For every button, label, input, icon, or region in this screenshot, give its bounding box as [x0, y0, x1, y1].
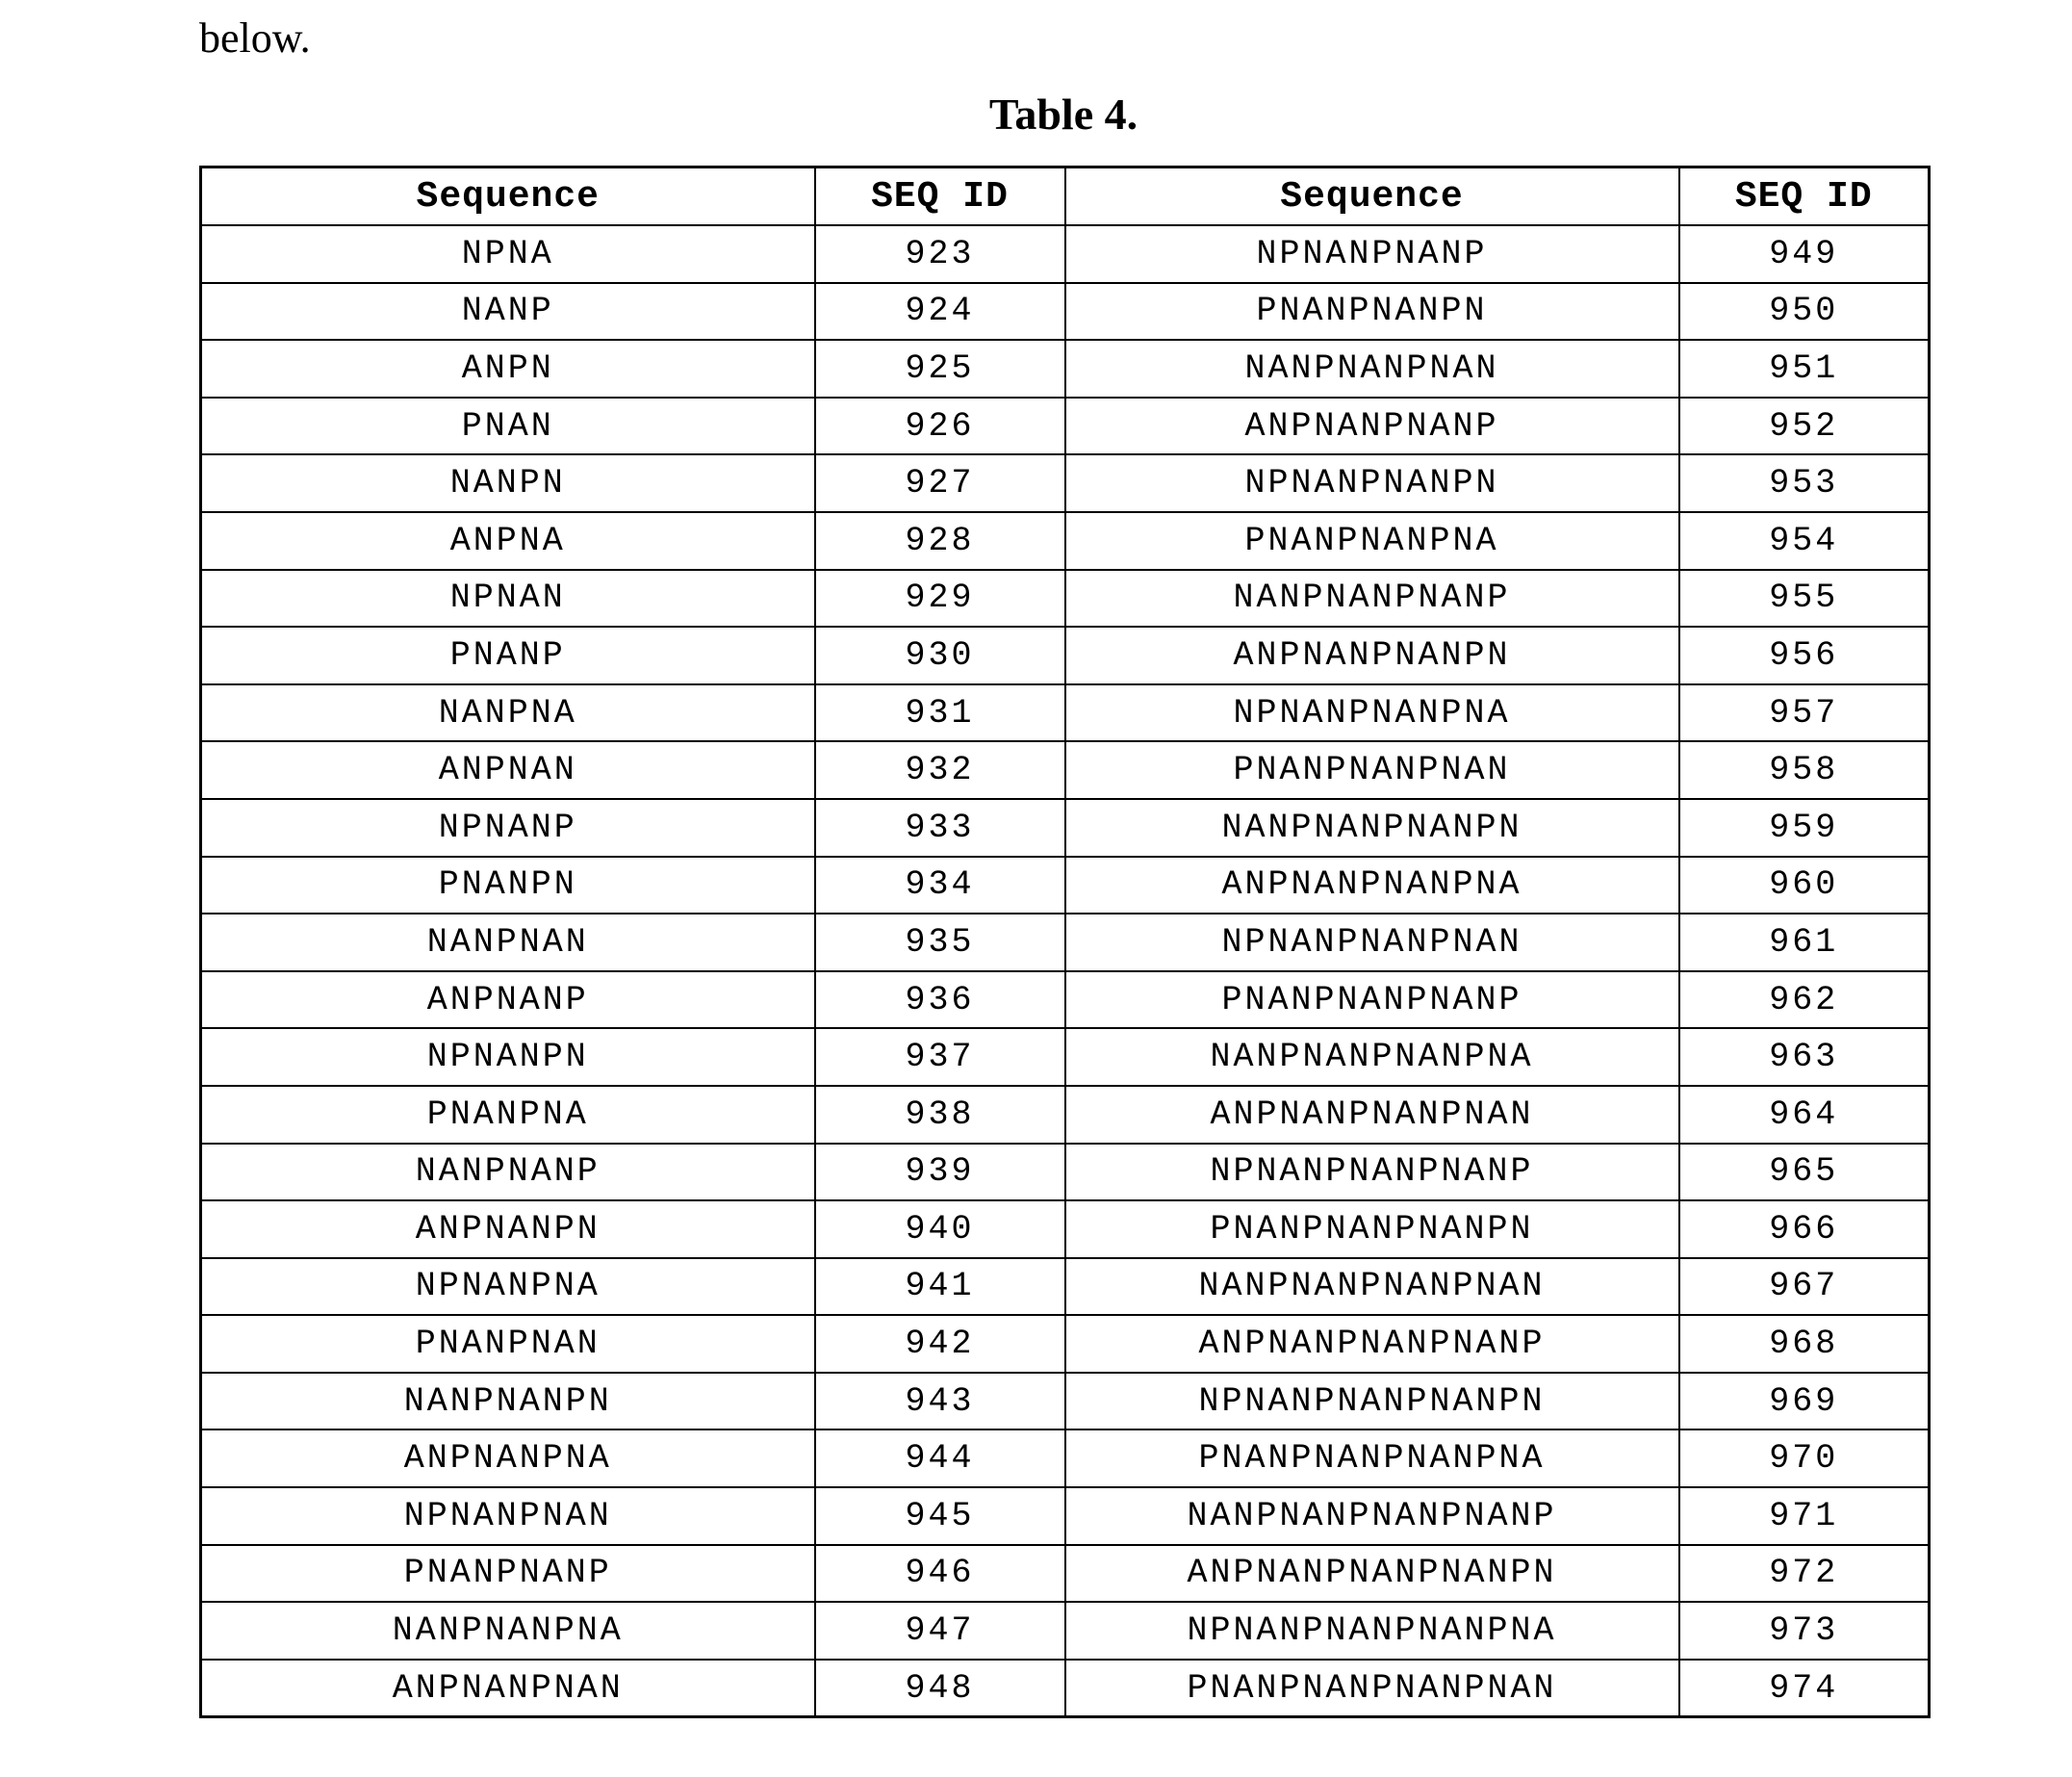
table-row: [201, 1315, 1930, 1373]
seq-id-cell: 954: [1679, 512, 1930, 570]
table-row: [201, 1028, 1930, 1086]
seq-id-cell: 947: [815, 1602, 1065, 1660]
sequence-cell: NPNANPNANPNA: [1065, 684, 1679, 742]
seq-id-cell: 968: [1679, 1315, 1930, 1373]
header-seq-id: SEQ ID: [815, 167, 1065, 226]
seq-id-cell: 939: [815, 1144, 1065, 1201]
seq-id-cell: 963: [1679, 1028, 1930, 1086]
sequence-cell: PNAN: [201, 398, 815, 455]
sequence-cell: ANPNA: [201, 512, 815, 570]
sequence-cell: NANPNAN: [201, 914, 815, 971]
table-row: [201, 454, 1930, 512]
seq-id-cell: 951: [1679, 340, 1930, 398]
sequence-cell: ANPNANPNANPN: [1065, 627, 1679, 684]
sequence-cell: PNANPNANPNA: [1065, 512, 1679, 570]
sequence-cell: NPNAN: [201, 570, 815, 628]
seq-id-cell: 936: [815, 971, 1065, 1029]
seq-id-cell: 926: [815, 398, 1065, 455]
sequence-cell: PNANPNANPNANP: [1065, 971, 1679, 1029]
seq-id-cell: 965: [1679, 1144, 1930, 1201]
sequence-cell: NANPNANPNANPNANP: [1065, 1487, 1679, 1545]
header-seq-id: SEQ ID: [1679, 167, 1930, 226]
sequence-cell: ANPNANPNAN: [201, 1660, 815, 1717]
table-row: [201, 1429, 1930, 1487]
seq-id-cell: 929: [815, 570, 1065, 628]
sequence-cell: ANPNANPNANPNAN: [1065, 1086, 1679, 1144]
seq-id-cell: 943: [815, 1373, 1065, 1430]
sequence-cell: PNANPNANP: [201, 1545, 815, 1603]
sequence-cell: ANPNANPNA: [201, 1429, 815, 1487]
seq-id-cell: 946: [815, 1545, 1065, 1603]
seq-id-cell: 935: [815, 914, 1065, 971]
table-row: [201, 1660, 1930, 1717]
header-sequence: Sequence: [201, 167, 815, 226]
seq-id-cell: 964: [1679, 1086, 1930, 1144]
sequence-cell: ANPN: [201, 340, 815, 398]
sequence-cell: ANPNANPN: [201, 1200, 815, 1258]
seq-id-cell: 952: [1679, 398, 1930, 455]
seq-id-cell: 931: [815, 684, 1065, 742]
table-row: [201, 1545, 1930, 1603]
sequence-cell: NPNANPNANP: [1065, 225, 1679, 283]
seq-id-cell: 932: [815, 741, 1065, 799]
seq-id-cell: 961: [1679, 914, 1930, 971]
sequence-cell: ANPNANPNANPNA: [1065, 857, 1679, 914]
table-row: [201, 398, 1930, 455]
table-row: [201, 799, 1930, 857]
sequence-cell: NANPNANPNANPNAN: [1065, 1258, 1679, 1316]
sequence-cell: PNANPNAN: [201, 1315, 815, 1373]
seq-id-cell: 923: [815, 225, 1065, 283]
seq-id-cell: 925: [815, 340, 1065, 398]
sequence-cell: PNANP: [201, 627, 815, 684]
table-row: [201, 1144, 1930, 1201]
sequence-cell: ANPNANPNANP: [1065, 398, 1679, 455]
sequence-cell: PNANPNANPNANPN: [1065, 1200, 1679, 1258]
seq-id-cell: 934: [815, 857, 1065, 914]
seq-id-cell: 937: [815, 1028, 1065, 1086]
table-row: [201, 1373, 1930, 1430]
sequence-cell: NANPNANPNANPN: [1065, 799, 1679, 857]
sequence-cell: NANPNANPNA: [201, 1602, 815, 1660]
sequence-cell: PNANPNANPN: [1065, 283, 1679, 341]
seq-id-cell: 930: [815, 627, 1065, 684]
sequence-cell: ANPNAN: [201, 741, 815, 799]
sequence-cell: ANPNANPNANPNANPN: [1065, 1545, 1679, 1603]
sequence-cell: NANPNANPNANP: [1065, 570, 1679, 628]
seq-id-cell: 928: [815, 512, 1065, 570]
seq-id-cell: 938: [815, 1086, 1065, 1144]
seq-id-cell: 942: [815, 1315, 1065, 1373]
table-row: [201, 971, 1930, 1029]
seq-id-cell: 967: [1679, 1258, 1930, 1316]
seq-id-cell: 971: [1679, 1487, 1930, 1545]
sequence-cell: NANP: [201, 283, 815, 341]
sequence-cell: NANPNANPNANPNA: [1065, 1028, 1679, 1086]
seq-id-cell: 949: [1679, 225, 1930, 283]
sequence-cell: PNANPNA: [201, 1086, 815, 1144]
intro-text: below.: [199, 13, 311, 63]
sequence-cell: ANPNANPNANPNANP: [1065, 1315, 1679, 1373]
seq-id-cell: 950: [1679, 283, 1930, 341]
sequence-cell: NPNANPNANPNANPNA: [1065, 1602, 1679, 1660]
seq-id-cell: 974: [1679, 1660, 1930, 1717]
table-row: [201, 857, 1930, 914]
seq-id-cell: 959: [1679, 799, 1930, 857]
table-row: [201, 225, 1930, 283]
seq-id-cell: 960: [1679, 857, 1930, 914]
sequence-cell: NPNANPNAN: [201, 1487, 815, 1545]
sequence-cell: NPNANPNANPNANP: [1065, 1144, 1679, 1201]
sequence-cell: NANPNANP: [201, 1144, 815, 1201]
sequence-cell: NANPNA: [201, 684, 815, 742]
seq-id-cell: 957: [1679, 684, 1930, 742]
table-title: Table 4.: [0, 89, 2072, 140]
sequence-cell: PNANPNANPNANPNAN: [1065, 1660, 1679, 1717]
table-row: [201, 741, 1930, 799]
sequence-cell: NANPNANPNAN: [1065, 340, 1679, 398]
sequence-cell: PNANPNANPNAN: [1065, 741, 1679, 799]
table-row: [201, 340, 1930, 398]
table-header-row: [201, 167, 1930, 226]
seq-id-cell: 970: [1679, 1429, 1930, 1487]
header-sequence: Sequence: [1065, 167, 1679, 226]
table-row: [201, 914, 1930, 971]
sequence-cell: ANPNANP: [201, 971, 815, 1029]
seq-id-cell: 969: [1679, 1373, 1930, 1430]
seq-id-cell: 941: [815, 1258, 1065, 1316]
seq-id-cell: 956: [1679, 627, 1930, 684]
seq-id-cell: 924: [815, 283, 1065, 341]
seq-id-cell: 953: [1679, 454, 1930, 512]
table-row: [201, 1086, 1930, 1144]
table-row: [201, 1602, 1930, 1660]
seq-id-cell: 944: [815, 1429, 1065, 1487]
seq-id-cell: 933: [815, 799, 1065, 857]
sequence-table: [199, 166, 1931, 1718]
seq-id-cell: 958: [1679, 741, 1930, 799]
sequence-cell: NANPN: [201, 454, 815, 512]
table-row: [201, 684, 1930, 742]
seq-id-cell: 945: [815, 1487, 1065, 1545]
seq-id-cell: 940: [815, 1200, 1065, 1258]
seq-id-cell: 955: [1679, 570, 1930, 628]
sequence-cell: NANPNANPN: [201, 1373, 815, 1430]
sequence-cell: NPNANP: [201, 799, 815, 857]
sequence-cell: NPNANPNANPNAN: [1065, 914, 1679, 971]
table-row: [201, 1487, 1930, 1545]
seq-id-cell: 927: [815, 454, 1065, 512]
sequence-cell: NPNANPNANPN: [1065, 454, 1679, 512]
table-row: [201, 627, 1930, 684]
sequence-cell: NPNA: [201, 225, 815, 283]
sequence-cell: NPNANPN: [201, 1028, 815, 1086]
table-row: [201, 283, 1930, 341]
table-row: [201, 1258, 1930, 1316]
table-row: [201, 1200, 1930, 1258]
sequence-cell: PNANPNANPNANPNA: [1065, 1429, 1679, 1487]
sequence-cell: NPNANPNA: [201, 1258, 815, 1316]
seq-id-cell: 966: [1679, 1200, 1930, 1258]
table-row: [201, 512, 1930, 570]
seq-id-cell: 948: [815, 1660, 1065, 1717]
seq-id-cell: 973: [1679, 1602, 1930, 1660]
sequence-cell: NPNANPNANPNANPN: [1065, 1373, 1679, 1430]
table-row: [201, 570, 1930, 628]
seq-id-cell: 962: [1679, 971, 1930, 1029]
sequence-cell: PNANPN: [201, 857, 815, 914]
seq-id-cell: 972: [1679, 1545, 1930, 1603]
